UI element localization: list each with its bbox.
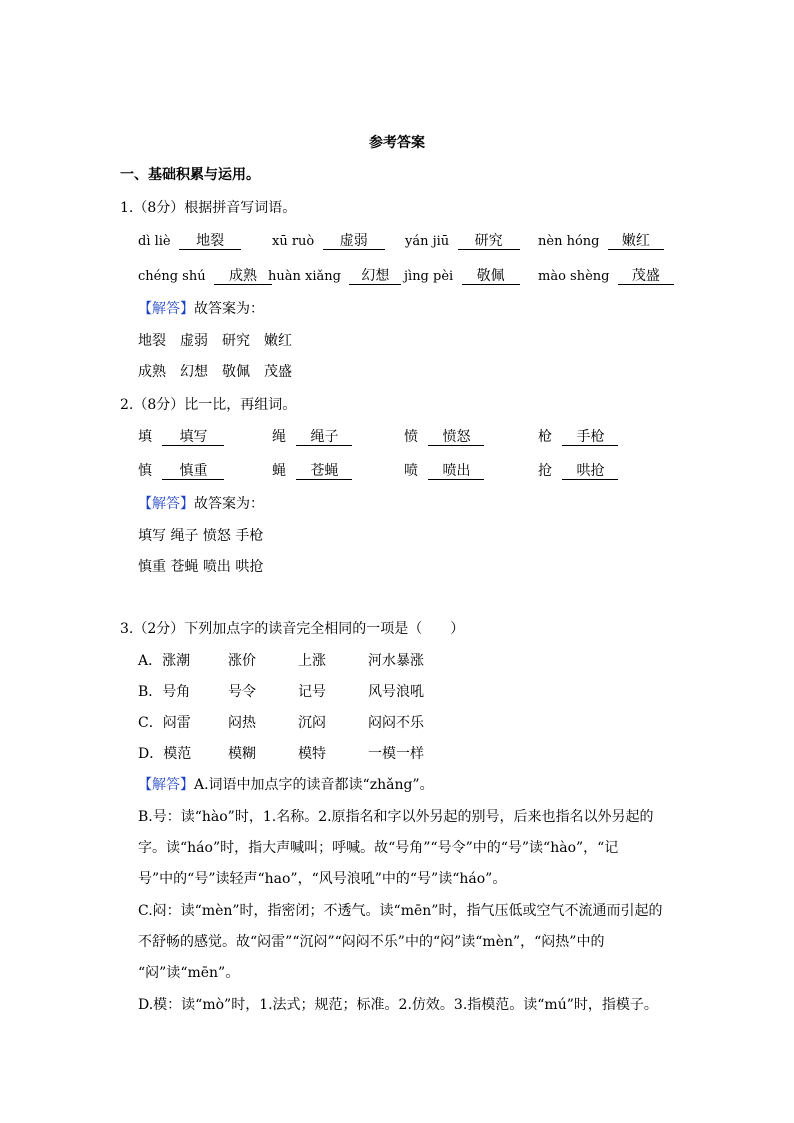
q3-option (138, 683, 424, 701)
jieda-tag: 【解答】 (138, 301, 194, 317)
q2-jieda (138, 495, 264, 513)
q2-answer-blank: 绳子 (296, 429, 352, 446)
q3-word: 号令 (228, 684, 256, 700)
q2-char: 枪 (538, 429, 552, 445)
q3-explanation-line: B.号：读“hào”时，1.名称。2.原指名和字以外另起的别号，后来也指名以外另起的 (138, 809, 654, 825)
q1-row1-item4 (538, 232, 664, 251)
q2-char: 抢 (538, 463, 552, 479)
q2-char: 绳 (272, 429, 286, 445)
page-title: 参考答案 (369, 135, 425, 151)
q1-row2-item4 (538, 267, 674, 286)
q3-explanation-line: 字。读“háo”时，指大声喊叫；呼喊。故“号角”“号令”中的“号”读“hào”，“记 (138, 840, 619, 856)
q3-word: 闷闷不乐 (368, 715, 424, 731)
q2-stem: 2.（8分）比一比，再组词。 (120, 397, 297, 413)
q1-pinyin: yán jiū (405, 234, 450, 249)
q3-explanation-line: A.词语中加点字的读音都读“zhǎng”。 (194, 777, 434, 793)
q3-word: 河水暴涨 (368, 653, 424, 669)
q1-row1-item3 (405, 232, 520, 251)
q3-word: 一模一样 (368, 746, 424, 762)
q2-answer-line: 填写 绳子 愤怒 手枪 (138, 528, 264, 544)
q3-option-label: B．号角 (138, 684, 191, 700)
q2-answer-blank: 喷出 (428, 463, 484, 480)
q1-answer-blank: 敬佩 (462, 268, 520, 285)
q2-row1-item4 (538, 428, 618, 446)
q2-answer-blank: 哄抢 (562, 463, 618, 480)
q3-word: 涨价 (228, 653, 256, 669)
q2-char: 愤 (404, 429, 418, 445)
q1-pinyin: dì liè (138, 234, 171, 249)
q1-row2-item1 (138, 267, 272, 286)
q3-word: 模特 (298, 746, 326, 762)
jieda-tag: 【解答】 (138, 777, 194, 793)
q1-row2-item2 (268, 267, 401, 286)
q3-option (138, 745, 424, 763)
q2-answer-blank: 慎重 (162, 463, 224, 480)
q1-answer-blank: 虚弱 (323, 233, 385, 250)
q2-row1-item1 (138, 428, 224, 446)
q1-pinyin: nèn hóng (538, 234, 600, 249)
q1-answer-blank: 茂盛 (618, 268, 674, 285)
q2-char: 慎 (138, 463, 152, 479)
q2-char: 喷 (404, 463, 418, 479)
jieda-text: 故答案为： (194, 496, 264, 512)
q3-option-label: A．涨潮 (138, 653, 191, 669)
q3-word: 模糊 (228, 746, 256, 762)
q3-stem: 3.（2分）下列加点字的读音完全相同的一项是（ ） (120, 621, 465, 637)
q3-explanation-line: C.闷：读“mèn”时，指密闭；不透气。读“mēn”时，指气压低或空气不流通而引起的 (138, 903, 663, 919)
q2-row2-item1 (138, 462, 224, 480)
q1-answer-line: 地裂 虚弱 研究 嫩红 (138, 333, 292, 349)
q3-word: 上涨 (298, 653, 326, 669)
q2-answer-blank: 苍蝇 (296, 463, 352, 480)
q2-row2-item4 (538, 462, 618, 480)
q2-answer-blank: 手枪 (562, 429, 618, 446)
q2-row2-item2 (272, 462, 352, 480)
jieda-text: 故答案为： (194, 301, 264, 317)
q1-pinyin: mào shèng (538, 269, 610, 284)
q3-explanation-line: 号”中的“号”读轻声“hao”，“风号浪吼”中的“号”读“háo”。 (138, 871, 507, 887)
q3-jieda (138, 776, 434, 794)
q2-answer-line: 慎重 苍蝇 喷出 哄抢 (138, 559, 264, 575)
q1-answer-blank: 研究 (458, 233, 520, 250)
q1-row2-item3 (404, 267, 520, 286)
q1-jieda (138, 300, 264, 318)
q2-row1-item3 (404, 428, 484, 446)
q1-pinyin: jìng pèi (404, 269, 454, 284)
q3-option-label: C．闷雷 (138, 715, 191, 731)
q1-row1-item2 (272, 232, 385, 251)
q1-answer-blank: 地裂 (179, 233, 241, 250)
q3-explanation-line: D.模：读“mò”时，1.法式；规范；标准。2.仿效。3.指模范。读“mú”时，指模子。 (138, 997, 658, 1013)
q1-answer-line: 成熟 幻想 敬佩 茂盛 (138, 364, 292, 380)
q1-stem: 1.（8分）根据拼音写词语。 (120, 200, 297, 216)
q1-row1 (138, 232, 241, 251)
q1-pinyin: chéng shú (138, 269, 206, 284)
q3-word: 闷热 (228, 715, 256, 731)
q1-pinyin: huàn xiǎng (268, 269, 341, 284)
q3-explanation-line: “闷”读“mēn”。 (138, 965, 240, 981)
q3-option (138, 652, 424, 670)
q1-answer-blank: 嫩红 (608, 233, 664, 250)
q2-char: 蝇 (272, 463, 286, 479)
jieda-tag: 【解答】 (138, 496, 194, 512)
section-heading: 一、基础积累与运用。 (120, 167, 260, 183)
q3-word: 记号 (298, 684, 326, 700)
q3-explanation-line: 不舒畅的感觉。故“闷雷”“沉闷”“闷闷不乐”中的“闷”读“mèn”，“闷热”中的 (138, 934, 605, 950)
q3-option (138, 714, 424, 732)
q2-row1-item2 (272, 428, 352, 446)
q2-answer-blank: 填写 (162, 429, 224, 446)
q3-option-label: D．模范 (138, 746, 192, 762)
q1-answer-blank: 幻想 (349, 268, 401, 285)
q3-word: 风号浪吼 (368, 684, 424, 700)
q1-answer-blank: 成熟 (214, 268, 272, 285)
q2-char: 填 (138, 429, 152, 445)
q2-row2-item3 (404, 462, 484, 480)
q2-answer-blank: 愤怒 (428, 429, 484, 446)
q1-pinyin: xū ruò (272, 234, 315, 249)
q3-word: 沉闷 (298, 715, 326, 731)
